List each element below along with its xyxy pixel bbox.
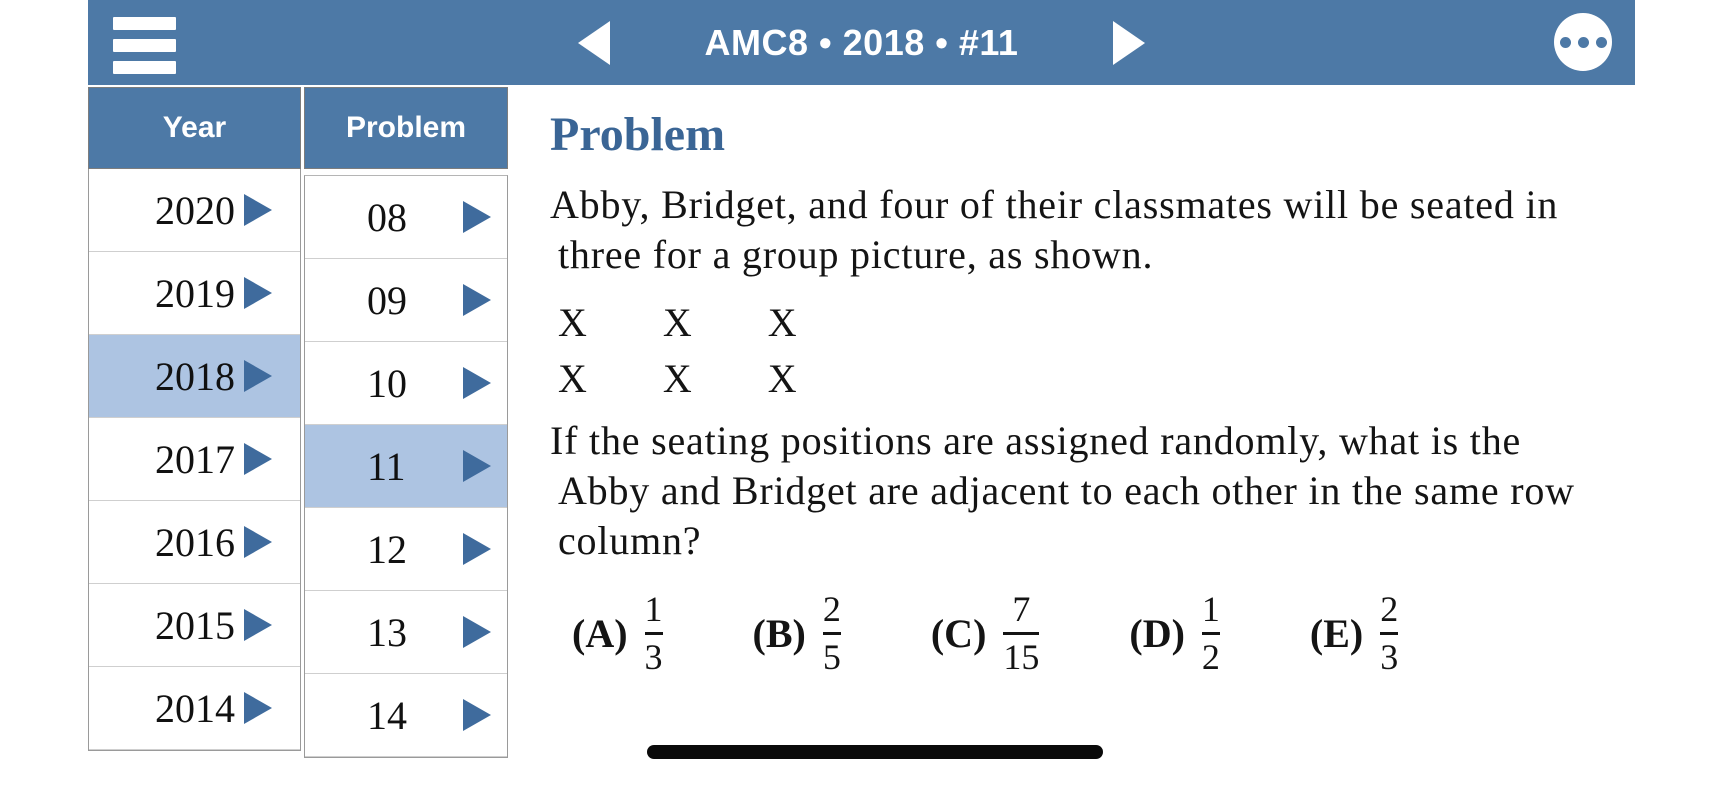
fraction-denominator: 2 (1201, 636, 1220, 677)
year-label: 2016 (155, 519, 235, 565)
problem-label: 14 (367, 692, 407, 738)
fraction-denominator: 5 (822, 636, 841, 677)
ellipsis-dot-icon (1596, 37, 1607, 48)
row-arrow-icon (463, 533, 491, 565)
choice-fraction (1378, 590, 1400, 677)
choice-fraction (821, 590, 843, 677)
problem-heading: Problem (550, 108, 726, 161)
choice-label: (E) (1309, 610, 1364, 656)
row-arrow-icon (463, 616, 491, 648)
next-problem-arrow-icon[interactable] (1113, 21, 1145, 65)
year-label: 2017 (155, 436, 235, 482)
fraction-bar (1003, 632, 1039, 635)
problem-label: 09 (367, 277, 407, 323)
problem-column (304, 87, 508, 758)
year-row-2020[interactable] (89, 169, 300, 252)
choice-E (1310, 590, 1400, 677)
seat-x: X (662, 299, 692, 345)
year-row-2015[interactable] (89, 584, 300, 667)
problem-row-14[interactable] (305, 674, 507, 757)
problem-label: 10 (367, 360, 407, 406)
fraction-bar (645, 632, 663, 635)
seat-x: X (558, 355, 587, 401)
home-indicator[interactable] (647, 745, 1103, 759)
question-text (550, 416, 1731, 566)
row-arrow-icon (463, 699, 491, 731)
year-label: 2019 (155, 270, 235, 316)
page-title: AMC8 • 2018 • #11 (704, 21, 1019, 63)
row-arrow-icon (244, 443, 272, 475)
fraction-bar (1380, 632, 1398, 635)
fraction-denominator: 3 (644, 636, 663, 677)
problem-label: 08 (367, 194, 407, 240)
problem-list (304, 175, 508, 758)
problem-label: 13 (367, 609, 407, 655)
fraction-denominator: 3 (1380, 636, 1399, 677)
choice-C (931, 590, 1042, 677)
row-arrow-icon (244, 277, 272, 309)
problem-row-08[interactable] (305, 176, 507, 259)
fraction-denominator: 15 (1003, 636, 1040, 677)
top-navigation-bar (88, 0, 1635, 85)
problem-label: 11 (367, 443, 406, 489)
row-arrow-icon (244, 692, 272, 724)
question-line: If the seating positions are assigned randomly, what is the (550, 417, 1522, 463)
year-label: 2020 (155, 187, 235, 233)
year-label: 2015 (155, 602, 235, 648)
year-row-2016[interactable] (89, 501, 300, 584)
row-arrow-icon (244, 609, 272, 641)
problem-statement (550, 180, 1731, 280)
choice-label: (A) (572, 610, 628, 656)
year-row-2019[interactable] (89, 252, 300, 335)
choice-fraction (1200, 590, 1222, 677)
year-column-header: Year (88, 87, 301, 169)
seat-x: X (767, 355, 797, 401)
year-label: 2014 (155, 685, 235, 731)
problem-column-header: Problem (304, 87, 508, 169)
answer-choices (550, 590, 1731, 677)
seat-x: X (662, 355, 692, 401)
fraction-numerator: 1 (1201, 588, 1220, 629)
seating-diagram (550, 298, 1731, 404)
more-options-button[interactable] (1554, 13, 1612, 71)
choice-fraction (1001, 590, 1041, 677)
choice-A (572, 590, 665, 677)
fraction-numerator: 2 (822, 588, 841, 629)
problem-row-10[interactable] (305, 342, 507, 425)
year-row-2017[interactable] (89, 418, 300, 501)
choice-B (753, 590, 843, 677)
seat-x: X (767, 299, 797, 345)
fraction-numerator: 1 (644, 588, 663, 629)
question-line: column? (558, 517, 702, 563)
seat-row (558, 354, 1731, 404)
problem-row-12[interactable] (305, 508, 507, 591)
statement-line: three for a group picture, as shown. (558, 231, 1154, 277)
seat-x: X (558, 299, 587, 345)
problem-content (508, 85, 1731, 740)
choice-label: (D) (1129, 610, 1185, 656)
row-arrow-icon (244, 194, 272, 226)
fraction-numerator: 7 (1012, 588, 1031, 629)
row-arrow-icon (463, 367, 491, 399)
statement-line: Abby, Bridget, and four of their classmates will be seated in (550, 181, 1559, 227)
year-column (88, 87, 301, 751)
question-line: Abby and Bridget are adjacent to each other in the same row (558, 467, 1575, 513)
seat-row (558, 298, 1731, 348)
fraction-bar (1202, 632, 1220, 635)
row-arrow-icon (463, 450, 491, 482)
year-row-2014[interactable] (89, 667, 300, 750)
problem-label: 12 (367, 526, 407, 572)
previous-problem-arrow-icon[interactable] (578, 21, 610, 65)
row-arrow-icon (463, 201, 491, 233)
choice-D (1129, 590, 1222, 677)
year-row-2018[interactable] (89, 335, 300, 418)
ellipsis-dot-icon (1560, 37, 1571, 48)
problem-row-11[interactable] (305, 425, 507, 508)
ellipsis-dot-icon (1578, 37, 1589, 48)
fraction-numerator: 2 (1380, 588, 1399, 629)
problem-row-13[interactable] (305, 591, 507, 674)
row-arrow-icon (463, 284, 491, 316)
row-arrow-icon (244, 360, 272, 392)
year-label: 2018 (155, 353, 235, 399)
choice-label: (C) (930, 610, 987, 656)
choice-label: (B) (752, 610, 806, 656)
nav-title-group (88, 0, 1635, 85)
fraction-bar (823, 632, 841, 635)
problem-row-09[interactable] (305, 259, 507, 342)
year-list (88, 169, 301, 751)
row-arrow-icon (244, 526, 272, 558)
choice-fraction (643, 590, 665, 677)
